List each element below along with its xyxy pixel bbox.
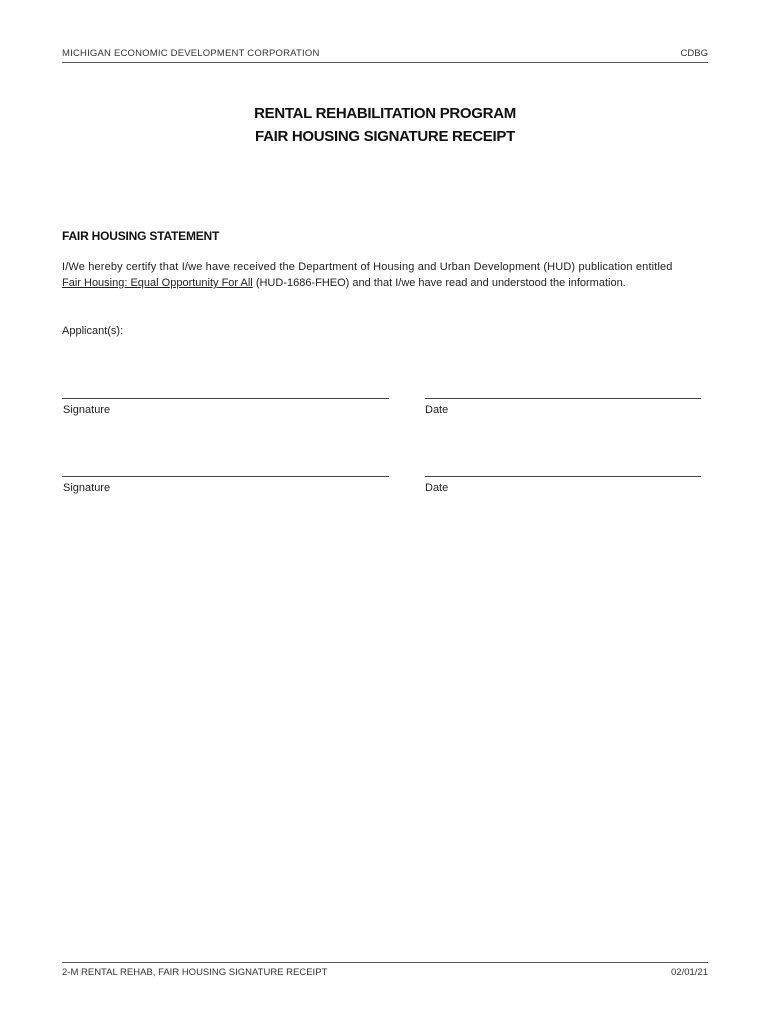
revision-date: 02/01/21 (671, 967, 708, 978)
signature-label-1: Signature (63, 404, 111, 416)
form-name: 2-M RENTAL REHAB, FAIR HOUSING SIGNATURE RECEIPT (62, 967, 328, 978)
page-header (62, 48, 708, 63)
statement-text-continuation: (HUD-1686-FHEO) and that I/we have read and understood the information. (252, 277, 626, 289)
date-label-2: Date (425, 482, 449, 494)
applicants-label: Applicant(s): (62, 325, 124, 337)
program-code: CDBG (680, 48, 708, 59)
statement-text-line-1: I/We hereby certify that I/we have received the Department of Housing and Urban Development (HUD) publication entitled (62, 261, 673, 273)
publication-title: Fair Housing: Equal Opportunity For All (62, 277, 253, 289)
signature-label-2: Signature (63, 482, 111, 494)
date-line-1[interactable] (425, 398, 701, 399)
document-title-line-1: RENTAL REHABILITATION PROGRAM (254, 105, 516, 122)
signature-line-1[interactable] (62, 398, 389, 399)
date-line-2[interactable] (425, 476, 701, 477)
page-footer (62, 962, 708, 981)
document-title-line-2: FAIR HOUSING SIGNATURE RECEIPT (255, 128, 515, 145)
organization-name: MICHIGAN ECONOMIC DEVELOPMENT CORPORATION (62, 48, 320, 59)
statement-text-line-2 (62, 277, 626, 289)
date-label-1: Date (425, 404, 449, 416)
signature-line-2[interactable] (62, 476, 389, 477)
statement-heading: FAIR HOUSING STATEMENT (62, 229, 220, 243)
